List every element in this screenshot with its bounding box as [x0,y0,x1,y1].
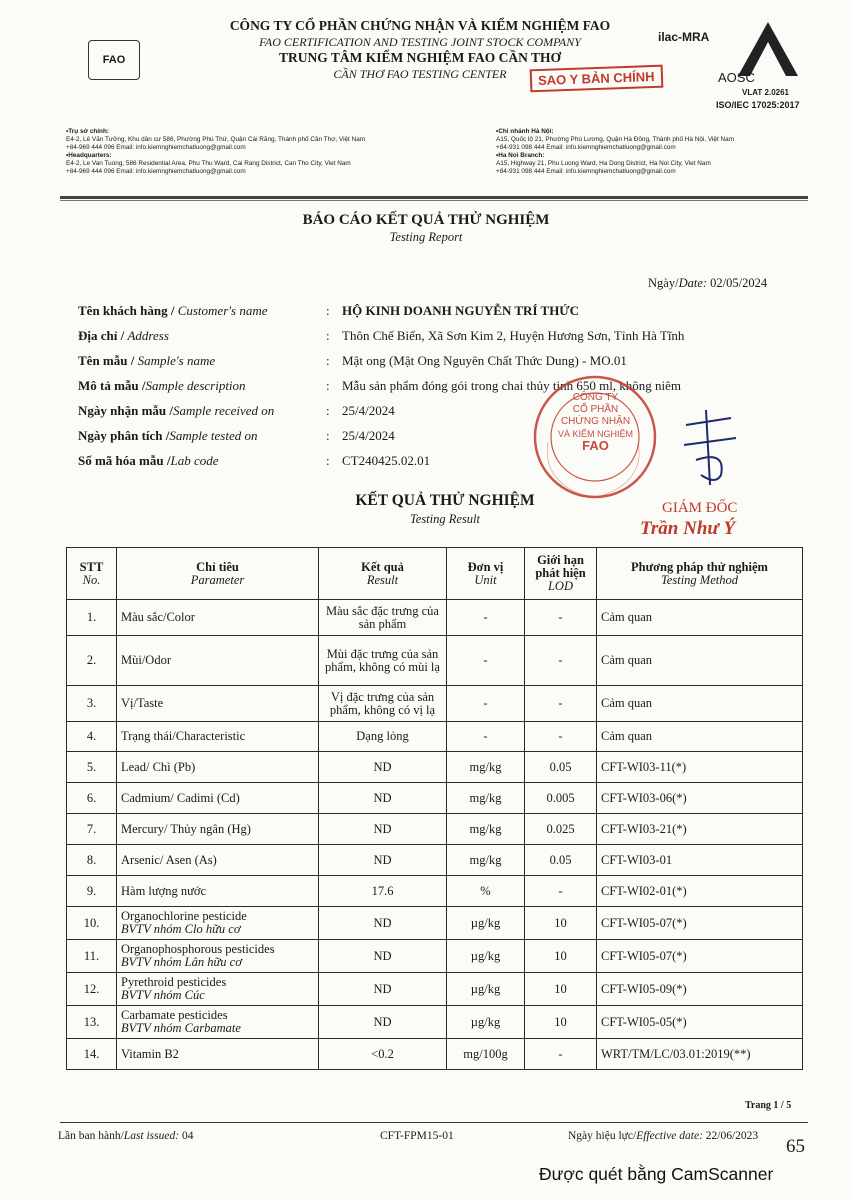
header-result: Kết quả Result [319,548,447,600]
report-date: Ngày/Date: 02/05/2024 [648,276,768,290]
footer-divider [60,1122,808,1123]
lab-code: CT240425.02.01 [342,453,431,468]
header-divider [60,196,808,199]
info-label: Mô tả mẫu /Sample description [78,378,246,393]
center-name-en: CẦN THƠ FAO TESTING CENTER [333,67,507,81]
sample-name: Mật ong (Mật Ong Nguyên Chất Thức Dung) - MO.01 [342,353,627,368]
company-name-en: FAO CERTIFICATION AND TESTING JOINT STOCK COMPANY [259,35,581,49]
header-no: STT No. [67,548,117,600]
customer-name: HỘ KINH DOANH NGUYỄN TRÍ THỨC [342,303,580,318]
accreditation-code: VLAT 2.0261 [742,88,789,97]
table-row: 8. Arsenic/ Asen (As) ND mg/kg 0.05 CFT-WI03-01 [67,845,803,876]
footer-effective-date: Ngày hiệu lực/Effective date: 22/06/2023 [568,1130,759,1142]
table-row: 2. Mùi/Odor Mùi đặc trưng của sản phẩm, không có mùi lạ - - Cảm quan [67,636,803,686]
info-label: Tên mẫu / Sample's name [78,353,216,368]
sample-description: Mẫu sản phẩm đóng gói trong chai thủy tinh 650 ml, không niêm [342,378,682,393]
table-row: 6. Cadmium/ Cadimi (Cd) ND mg/kg 0.005 CFT-WI03-06(*) [67,783,803,814]
results-table [66,547,803,1070]
table-row: 5. Lead/ Chì (Pb) ND mg/kg 0.05 CFT-WI03-11(*) [67,752,803,783]
report-title: BÁO CÁO KẾT QUẢ THỬ NGHIỆM [302,212,550,228]
info-label: Số mã hóa mẫu /Lab code [78,453,219,468]
center-name-vi: TRUNG TÂM KIỂM NGHIỆM FAO CẦN THƠ [278,50,561,65]
table-row: 7. Mercury/ Thủy ngân (Hg) ND mg/kg 0.025 CFT-WI03-21(*) [67,814,803,845]
header-unit: Đơn vị Unit [447,548,525,600]
address-block-right: •Chi nhánh Hà Nội: A15, Quốc lộ 21, Phường Phú Lương, Quận Hà Đông, Thành phố Hà Nội, Việt Nam +84-931 098 444 Email: info.kiemnghiemchatluong@gmail.com •Ha Noi Branch: A15, Highway 21, Phu Luong Ward, Ha Dong District, Ha Noi City, Viet Nam +84-931 098 444 Email: info.kiemnghiemchatluong@gmail.com [496,128,735,175]
customer-address: Thôn Chế Biến, Xã Sơn Kim 2, Huyện Hương Sơn, Tỉnh Hà Tĩnh [342,328,685,343]
table-row: 13. Carbamate pesticides BVTV nhóm Carbamate ND µg/kg 10 CFT-WI05-05(*) [67,1006,803,1039]
footer-form-code: CFT-FPM15-01 [380,1130,454,1142]
seal-text: CÔNG TY CỔ PHẦN CHỨNG NHẬN VÀ KIỂM NGHIỆM FAO [557,392,633,453]
ilac-mark: ilac-MRA [658,30,710,44]
table-row: 12. Pyrethroid pesticides BVTV nhóm Cúc ND µg/kg 10 CFT-WI05-09(*) [67,973,803,1006]
tested-date: 25/4/2024 [342,428,395,443]
page-number: 65 [786,1136,805,1157]
header-divider-thin [60,200,808,201]
table-row: 14. Vitamin B2 <0.2 mg/100g - WRT/TM/LC/03.01:2019(**) [67,1039,803,1070]
info-label: Tên khách hàng / Customer's name [78,303,268,318]
header-parameter: Chỉ tiêu Parameter [117,548,319,600]
report-subtitle: Testing Report [389,230,463,244]
scanner-watermark: Được quét bằng CamScanner [539,1164,774,1184]
page-indicator: Trang 1 / 5 [745,1100,792,1111]
signature-icon [676,400,746,490]
info-label: Ngày phân tích /Sample tested on [78,428,258,443]
company-logo: FAO [88,40,140,80]
director-name: Trần Như Ý [640,518,736,539]
results-title: KẾT QUẢ THỬ NGHIỆM [355,492,535,509]
copy-stamp: SAO Y BẢN CHÍNH [530,65,663,93]
info-label: Ngày nhận mẫu /Sample received on [78,403,275,418]
table-row: 11. Organophosphorous pesticides BVTV nhóm Lân hữu cơ ND µg/kg 10 CFT-WI05-07(*) [67,940,803,973]
address-block-left: •Trụ sở chính: E4-2, Lê Văn Tưởng, Khu dân cư 586, Phường Phú Thứ, Quận Cái Răng, Thành phố Cần Thơ, Việt Nam +84-969 444 096 Email: info.kiemnghiemchatluong@gmail.com •Headquarters: E4-2, Le Van Tuong, 586 Residential Area, Phu Thu Ward, Cai Rang District, Can Tho City, Viet Nam +84-969 444 096 Email: info.kiemnghiemchatluong@gmail.com [66,128,366,175]
table-header-row [67,548,803,600]
results-subtitle: Testing Result [409,512,481,526]
director-title: GIÁM ĐỐC [662,500,738,516]
table-row: 10. Organochlorine pesticide BVTV nhóm Clo hữu cơ ND µg/kg 10 CFT-WI05-07(*) [67,907,803,940]
accreditation-label: AOSC [718,70,755,85]
header-lod: Giới hạn phát hiện LOD [525,548,597,600]
header-method: Phương pháp thử nghiệm Testing Method [597,548,803,600]
table-row: 9. Hàm lượng nước 17.6 % - CFT-WI02-01(*) [67,876,803,907]
iso-standard: ISO/IEC 17025:2017 [716,100,800,110]
table-row: 1. Màu sắc/Color Màu sắc đặc trưng của sản phẩm - - Cảm quan [67,600,803,636]
company-name-vi: CÔNG TY CỔ PHẦN CHỨNG NHẬN VÀ KIỂM NGHIỆM FAO [229,18,611,33]
info-label: Địa chỉ / Address [78,328,169,343]
table-row: 4. Trạng thái/Characteristic Dạng lỏng - - Cảm quan [67,722,803,752]
table-row: 3. Vị/Taste Vị đặc trưng của sản phẩm, không có vị lạ - - Cảm quan [67,686,803,722]
footer-issued: Lần ban hành/Last issued: 04 [58,1130,194,1142]
received-date: 25/4/2024 [342,403,395,418]
